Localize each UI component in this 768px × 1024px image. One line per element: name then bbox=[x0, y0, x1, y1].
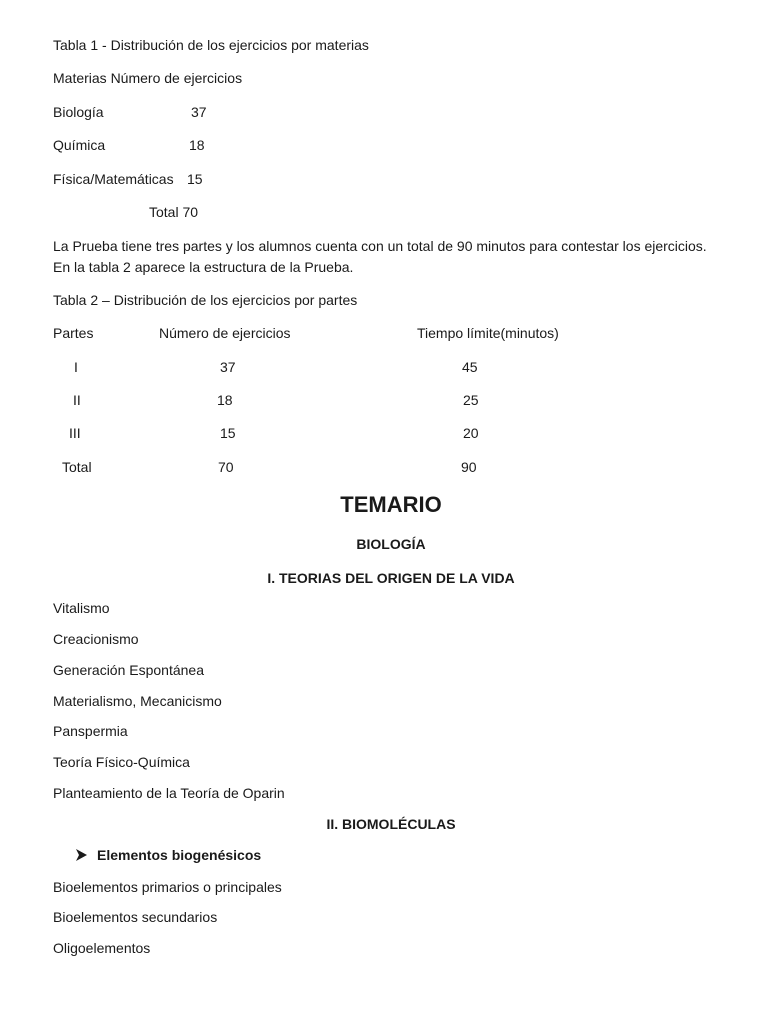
tabla1-row-materia: Química bbox=[53, 137, 106, 153]
tabla1-row-numero: 37 bbox=[191, 104, 207, 120]
tabla1-row-materia: Física/Matemáticas bbox=[53, 171, 174, 187]
intro-paragraph: La Prueba tiene tres partes y los alumnos cuenta con un total de 90 minutos para contestar los ejercicios. En la tabla 2 aparece la estructura de la Prueba. bbox=[53, 238, 707, 275]
tabla2-cell-numero: 18 bbox=[217, 392, 233, 408]
tabla1-header: Materias Número de ejercicios bbox=[53, 70, 243, 86]
topic-item: Teoría Físico-Química bbox=[53, 754, 190, 770]
tabla2-title: Tabla 2 – Distribución de los ejercicios por partes bbox=[53, 292, 358, 308]
topic-item: Bioelementos secundarios bbox=[53, 909, 218, 925]
tabla2-cell-parte: Total bbox=[62, 459, 92, 475]
tabla2-cell-parte: II bbox=[73, 392, 81, 408]
tabla2-cell-tiempo: 20 bbox=[463, 425, 479, 441]
tabla2-cell-tiempo: 90 bbox=[461, 459, 477, 475]
topic-item: Oligoelementos bbox=[53, 940, 151, 956]
section2-heading: II. BIOMOLÉCULAS bbox=[326, 816, 456, 832]
bullet-item bbox=[75, 846, 261, 864]
tabla1-row-numero: 18 bbox=[189, 137, 205, 153]
tabla2-cell-tiempo: 25 bbox=[463, 392, 479, 408]
temario-title: TEMARIO bbox=[340, 492, 442, 517]
topic-item: Planteamiento de la Teoría de Oparin bbox=[53, 785, 285, 801]
tabla1-row-materia: Biología bbox=[53, 104, 104, 120]
topic-item: Bioelementos primarios o principales bbox=[53, 879, 282, 895]
arrowhead-bullet-icon bbox=[75, 847, 87, 859]
topic-item: Materialismo, Mecanicismo bbox=[53, 693, 222, 709]
bullet-label: Elementos biogenésicos bbox=[97, 847, 262, 863]
tabla2-header-numero: Número de ejercicios bbox=[159, 325, 291, 341]
topic-item: Vitalismo bbox=[53, 600, 110, 616]
tabla2-cell-parte: III bbox=[69, 425, 81, 441]
tabla2-cell-parte: I bbox=[74, 359, 78, 375]
tabla2-cell-numero: 37 bbox=[220, 359, 236, 375]
subject-heading: BIOLOGÍA bbox=[356, 536, 426, 552]
tabla2-header-tiempo: Tiempo límite(minutos) bbox=[417, 325, 559, 341]
tabla1-title: Tabla 1 - Distribución de los ejercicios por materias bbox=[53, 37, 369, 53]
tabla1-row-numero: 15 bbox=[187, 171, 203, 187]
tabla2-cell-numero: 70 bbox=[218, 459, 234, 475]
section1-heading: I. TEORIAS DEL ORIGEN DE LA VIDA bbox=[267, 570, 515, 586]
topic-item: Panspermia bbox=[53, 723, 128, 739]
topic-item: Creacionismo bbox=[53, 631, 139, 647]
tabla2-cell-tiempo: 45 bbox=[462, 359, 478, 375]
tabla1-total: Total 70 bbox=[149, 204, 199, 220]
tabla2-header-partes: Partes bbox=[53, 325, 94, 341]
topic-item: Generación Espontánea bbox=[53, 662, 204, 678]
tabla2-cell-numero: 15 bbox=[220, 425, 236, 441]
